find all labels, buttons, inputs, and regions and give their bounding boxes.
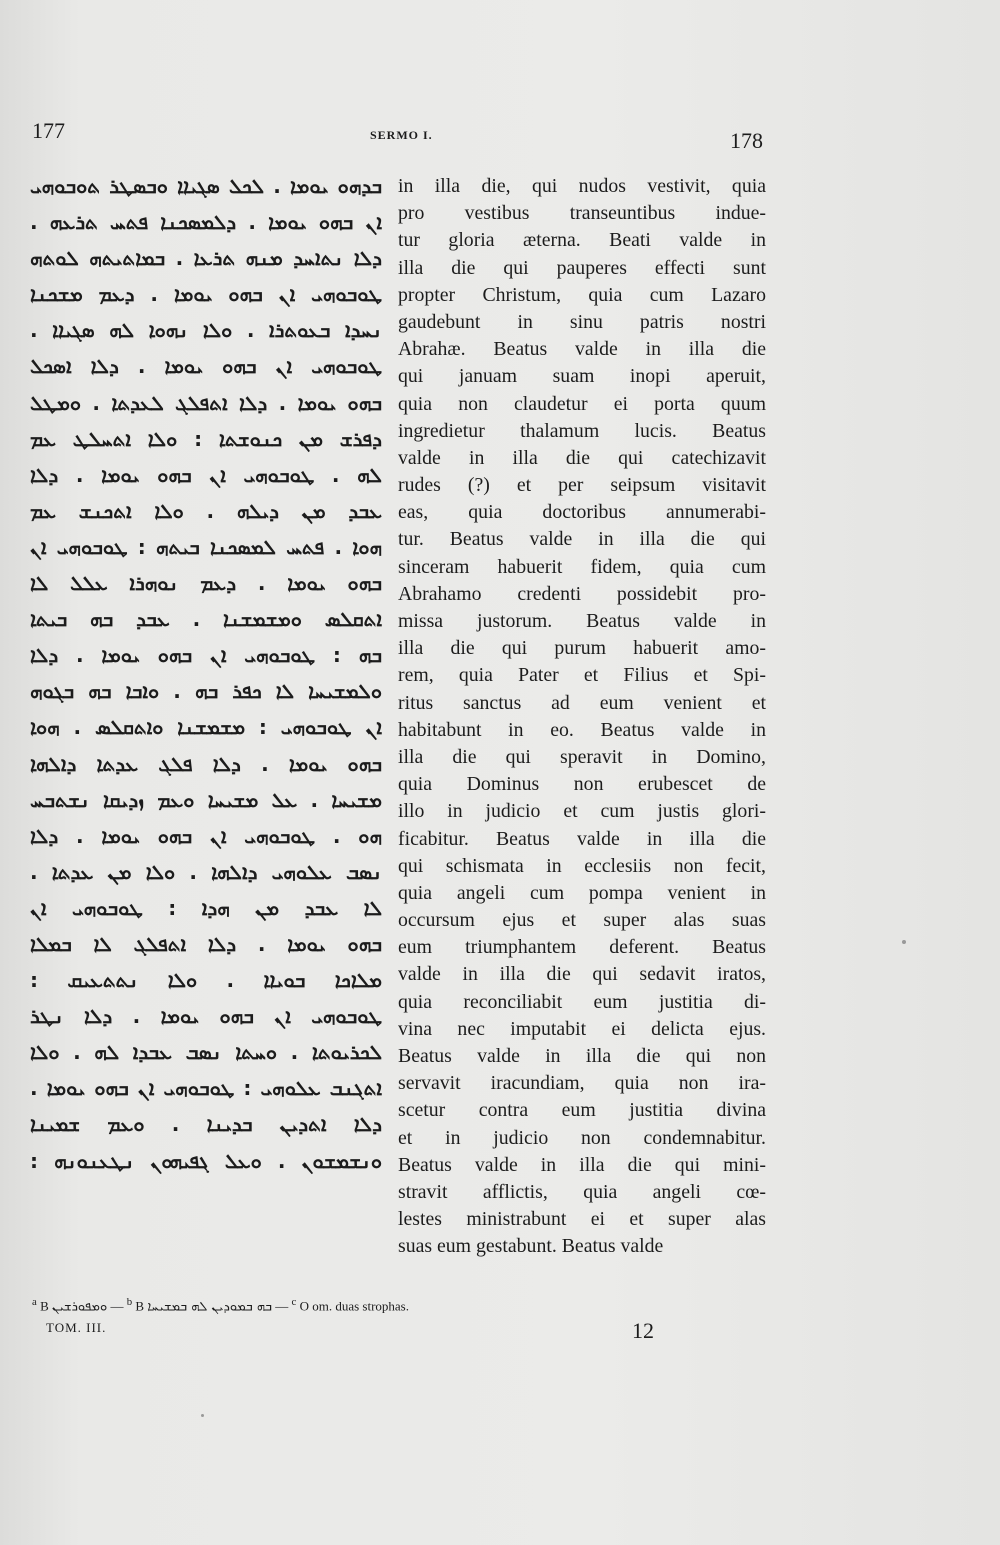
latin-text-line: rem, quia Pater et Filius et Spi- [398,664,766,687]
latin-text-line: ritus sanctus ad eum venient et [398,691,766,714]
running-title: SERMO I. [370,128,433,142]
latin-text-line: quia non claudetur ei porta quum [398,392,766,415]
latin-text-line: lestes ministrabunt ei et super alas [398,1208,766,1231]
latin-text-line: illo in judicio et cum justis glori- [398,800,766,823]
latin-text-line: tur. Beatus valde in illa die qui [398,528,766,551]
latin-column [398,173,766,1261]
latin-text-line: qui schismata in ecclesiis non fecit, [398,854,766,877]
syriac-text-line: ܛܘܒܘܗܝ ܐܢ ܒܗܘ ܝܘܡܐ . ܕܥܡ ܡܫܟܢܐ [30,282,382,307]
footnote-a-mark: a [32,1296,37,1308]
latin-text-line: Abrahæ. Beatus valde in illa die [398,338,766,361]
syriac-text-line: ܐܢ ܒܗܘ ܝܘܡܐ . ܕܠܡܣܟܢܐ ܦܬܚ ܬܪܥܗ . [30,210,382,235]
signature-mark: 12 [632,1318,654,1343]
syriac-text-line: ܠܗ . ܛܘܒܘܗܝ ܐܢ ܒܗܘ ܝܘܡܐ . ܕܠܐ [30,462,382,487]
syriac-text-line: ܒܗܘ ܝܘܡܐ . ܕܥܡ ܢܘܗܪܐ ܥܠܠ ܠܐ [30,571,382,596]
syriac-text-line: ܒܕܗܘ ܝܘܡܐ . ܠܟܠ ܣܓܝܐܐ ܘܒܣܛܪ ܬܘܒܘܗܝ [30,174,382,198]
page-footer [0,1320,1000,1350]
latin-text-line: in illa die, qui nudos vestivit, quia [398,175,766,197]
latin-text-line: habitabunt in eo. Beatus valde in [398,718,766,741]
latin-text-line: quia Dominus non erubescet de [398,773,766,796]
latin-text-line: rudes (?) et per seipsum visitavit [398,474,766,497]
latin-text-line: stravit afflictis, quia angeli cœ- [398,1180,766,1203]
syriac-text-line: ܗܘ . ܛܘܒܘܗܝ ܐܢ ܒܗܘ ܝܘܡܐ . ܕܠܐ [30,823,382,848]
latin-text-line: sinceram habuerit fidem, quia cum [398,555,766,578]
page-number-left: 177 [32,118,65,143]
latin-text-line: servavit iracundiam, quia non ira- [398,1072,766,1095]
latin-text-line: Beatus valde in illa die qui non [398,1045,766,1067]
footnote-b-mark: b [126,1296,133,1308]
footnote-separator: — [275,1298,289,1314]
latin-text-line: Beatus valde in illa die qui mini- [398,1153,766,1176]
syriac-text-line: ܐܢ ܛܘܒܘܗܝ : ܡܫܡܫܢܐ ܘܐܬܩܠܣ . ܗܘܐ [30,715,382,740]
latin-text-line: illa die qui speravit in Domino, [398,745,766,768]
footnote-a-ms: B [40,1298,49,1314]
latin-text-line: Abrahamo credenti possidebit pro- [398,582,766,605]
syriac-text-line: ܐܬܩܠܣ ܘܡܫܡܫܢܐ . ܥܒܕ ܒܗ ܒܝܬܐ [30,607,382,632]
syriac-text-line: ܒܗܘ ܝܘܡܐ . ܕܠܐ ܐܬܦܠܓ ܠܥܕܬܐ . ܘܡܛܠ [30,390,382,415]
footnote-separator: — [110,1298,124,1314]
latin-text-line: eas, quia doctoribus annumerabi- [398,501,766,524]
latin-text-line: propter Christum, quia cum Lazaro [398,283,766,306]
latin-text-line: quia reconciliabit eum justitia di- [398,990,766,1013]
syriac-text-line: ܕܠܐ ܢܬܐܚܕ ܡܢܗ ܬܪܥܐ . ܒܡܐܬܝܬܗ ܠܘܬܗ [30,246,382,271]
syriac-text-line: ܥܒܕ ܡܢ ܕܝܠܗ . ܘܠܐ ܐܬܟܢܫ ܥܡ [30,498,382,523]
latin-text-line: pro vestibus transeuntibus indue- [398,202,766,225]
footnote-c-mark: c [291,1296,297,1308]
syriac-text-line: ܘܠܡܫܝܚܐ ܠܐ ܟܦܪ ܒܗ . ܘܐܒܐ ܒܗ ܒܓܘܗ [30,679,382,704]
syriac-text-line: ܛܘܒܘܗܝ ܐܢ ܒܗܘ ܝܘܡܐ . ܕܠܐ ܐܣܟܠ [30,354,382,379]
syriac-text-line: ܒܗܘ ܝܘܡܐ . ܕܠܐ ܦܠܓ ܥܕܬܐ ܕܐܠܗܐ [30,751,382,776]
footnote-b-ms: B [135,1298,145,1314]
syriac-text-line: ܒܗܘ ܝܘܡܐ . ܕܠܐ ܐܬܦܠܓ ܠܐ ܒܡܠܐ [30,931,382,956]
syriac-text-line: ܡܫܝܚܐ . ܥܠ ܡܫܝܚܐ ܘܥܡ ܙܕܝܩܐ ܢܫܬܒܚ [30,787,382,812]
latin-text-line: tur gloria æterna. Beati valde in [398,229,766,252]
latin-text-line: valde in illa die qui catechizavit [398,446,766,469]
syriac-text-line: ܢܚܕܐ ܒܥܘܬܪܐ . ܘܠܐ ܢܗܘܐ ܠܗ ܣܓܝܐܐ . [30,318,382,343]
syriac-text-line: ܒܗ : ܛܘܒܘܗܝ ܐܢ ܒܗܘ ܝܘܡܐ . ܕܠܐ [30,643,382,668]
volume-marker: TOM. III. [46,1320,107,1335]
latin-text-line: missa justorum. Beatus valde in [398,610,766,632]
syriac-text-line: ܢܣܒ ܥܠܘܗܝ ܕܐܠܗܐ . ܘܠܐ ܡܢ ܥܕܬܐ . [30,859,382,884]
syriac-text-line: ܛܘܒܘܗܝ ܐܢ ܒܗܘ ܝܘܡܐ . ܕܠܐ ܢܛܪ [30,1004,382,1029]
page-header [0,118,1000,158]
syriac-text-line: ܘܢܫܡܫܘܢ . ܘܥܠ ܓܦܝܗܘܢ ܢܛܥܢܘܢܗ : [30,1148,382,1173]
latin-text-line: suas eum gestabunt. Beatus valde [398,1235,664,1258]
syriac-text-line: ܕܠܐ ܐܬܕܝܢ ܒܕܝܢܐ . ܘܥܡ ܫܡܝܢܐ [30,1112,382,1137]
footnote-b-text: ܒܗ ܒܡܘܕܝܢ ܠܗ ܒܡܫܝܚܐ [147,1299,272,1315]
paper-speck [902,940,906,944]
footnotes [32,1296,732,1314]
latin-text-line: illa die qui purum habuerit amo- [398,637,766,660]
latin-text-line: vina nec imputabit ei delicta ejus. [398,1017,766,1040]
latin-text-line: ingredietur thalamum lucis. Beatus [398,419,766,442]
syriac-text-line: ܗܘܐ . ܦܬܚ ܠܡܣܟܢܐ ܒܝܬܗ : ܛܘܒܘܗܝ ܐܢ [30,534,382,559]
syriac-text-line: ܠܟܪܝܘܬܐ . ܘܚܬܐ ܢܣܒ ܥܒܕܐ ܠܗ . ܘܠܐ [30,1040,382,1065]
latin-text-line: quia angeli cum pompa venient in [398,881,766,904]
latin-text-line: ficabitur. Beatus valde in illa die [398,827,766,850]
paper-speck [201,1414,204,1417]
page-number-right: 178 [730,128,763,153]
latin-text-line: qui januam suam inopi aperuit, [398,365,766,388]
latin-text-line: occursum ejus et super alas suas [398,909,766,932]
latin-text-line: valde in illa die qui sedavit iratos, [398,963,766,986]
syriac-column [30,168,382,1179]
latin-text-line: eum triumphantem deferent. Beatus [398,936,766,959]
syriac-text-line: ܕܦܪܫ ܡܢ ܟܢܘܫܬܐ : ܘܠܐ ܐܬܚܠܛ ܥܡ [30,426,382,451]
latin-text-line: illa die qui pauperes effecti sunt [398,256,766,279]
syriac-text-line: ܡܠܐܟܐ ܒܘܝܐܐ . ܘܠܐ ܢܬܬܥܝܩ : [30,968,382,993]
footnote-c-text: O om. duas strophas. [299,1298,409,1314]
latin-text-line: scetur contra eum justitia divina [398,1099,766,1122]
latin-text-line: gaudebunt in sinu patris nostri [398,310,766,333]
footnote-a-text: ܘܡܦܘܪܫܝܢ [51,1299,108,1315]
syriac-text-line: ܠܐ ܥܒܕ ܡܢ ܗܕܐ : ܛܘܒܘܗܝ ܐܢ [30,895,382,920]
latin-text-line: et in judicio non condemnabitur. [398,1126,766,1149]
syriac-text-line: ܐܬܓܢܒ ܥܠܘܗܝ : ܛܘܒܘܗܝ ܐܢ ܒܗܘ ܝܘܡܐ . [30,1076,382,1101]
